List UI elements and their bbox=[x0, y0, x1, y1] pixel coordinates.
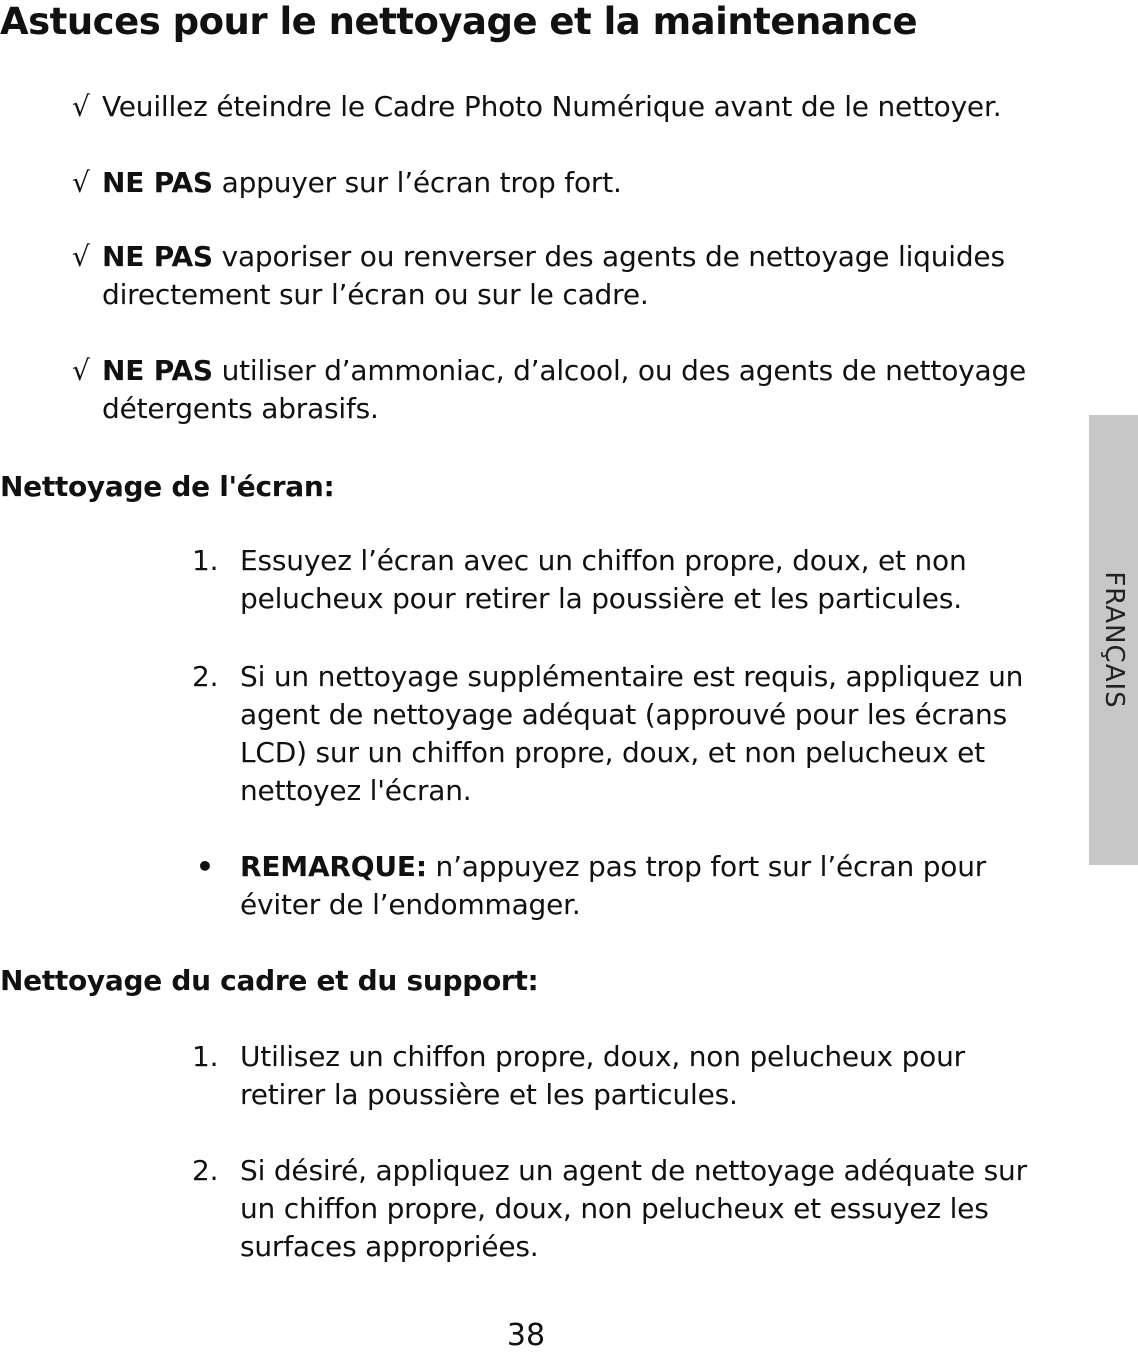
tip-emphasis: NE PAS bbox=[102, 240, 213, 273]
step-text: Utilisez un chiffon propre, doux, non pelucheux pour retirer la poussière et les particules. bbox=[240, 1040, 965, 1111]
frame-section-heading: Nettoyage du cadre et du support: bbox=[0, 964, 539, 997]
page-title: Astuces pour le nettoyage et la maintenance bbox=[0, 0, 918, 43]
screen-step-1 bbox=[192, 542, 1012, 618]
check-icon: √ bbox=[72, 90, 90, 123]
screen-step-2 bbox=[192, 658, 1062, 810]
language-tab-label: FRANÇAIS bbox=[1098, 571, 1129, 709]
check-icon: √ bbox=[72, 240, 90, 273]
frame-step-1 bbox=[192, 1038, 1012, 1114]
tip-text: NE PAS vaporiser ou renverser des agents de nettoyage liquides directement sur l’écran ou sur le cadre. bbox=[102, 240, 1005, 311]
tip-text: Veuillez éteindre le Cadre Photo Numérique avant de le nettoyer. bbox=[102, 90, 1002, 123]
tip-emphasis: NE PAS bbox=[102, 354, 213, 387]
tip-item bbox=[70, 88, 1060, 126]
tip-text: NE PAS utiliser d’ammoniac, d’alcool, ou des agents de nettoyage détergents abrasifs. bbox=[102, 354, 1027, 425]
check-icon: √ bbox=[72, 354, 90, 387]
frame-step-2 bbox=[192, 1152, 1032, 1266]
tip-item bbox=[70, 164, 1060, 202]
tip-emphasis: NE PAS bbox=[102, 166, 213, 199]
bullet-icon: • bbox=[196, 850, 214, 883]
step-text: Si désiré, appliquez un agent de nettoyage adéquate sur un chiffon propre, doux, non pelucheux et essuyez les surfaces appropriées. bbox=[240, 1154, 1027, 1263]
screen-note bbox=[192, 848, 1012, 924]
language-tab bbox=[1089, 415, 1138, 865]
page-number: 38 bbox=[506, 1318, 546, 1353]
step-number: 1. bbox=[192, 1040, 219, 1073]
step-number: 2. bbox=[192, 1154, 219, 1187]
step-number: 1. bbox=[192, 544, 219, 577]
tip-text: NE PAS appuyer sur l’écran trop fort. bbox=[102, 166, 622, 199]
note-emphasis: REMARQUE: bbox=[240, 850, 427, 883]
step-text: Si un nettoyage supplémentaire est requis, appliquez un agent de nettoyage adéquat (approuvé pour les écrans LCD) sur un chiffon propre, doux, et non pelucheux et nettoyez l'écran. bbox=[240, 660, 1024, 807]
step-text: Essuyez l’écran avec un chiffon propre, doux, et non pelucheux pour retirer la poussière et les particules. bbox=[240, 544, 967, 615]
note-text: REMARQUE: n’appuyez pas trop fort sur l’écran pour éviter de l’endommager. bbox=[240, 850, 987, 921]
step-number: 2. bbox=[192, 660, 219, 693]
tip-item bbox=[70, 352, 1060, 428]
screen-section-heading: Nettoyage de l'écran: bbox=[0, 470, 335, 503]
tip-item bbox=[70, 238, 1030, 314]
check-icon: √ bbox=[72, 166, 90, 199]
